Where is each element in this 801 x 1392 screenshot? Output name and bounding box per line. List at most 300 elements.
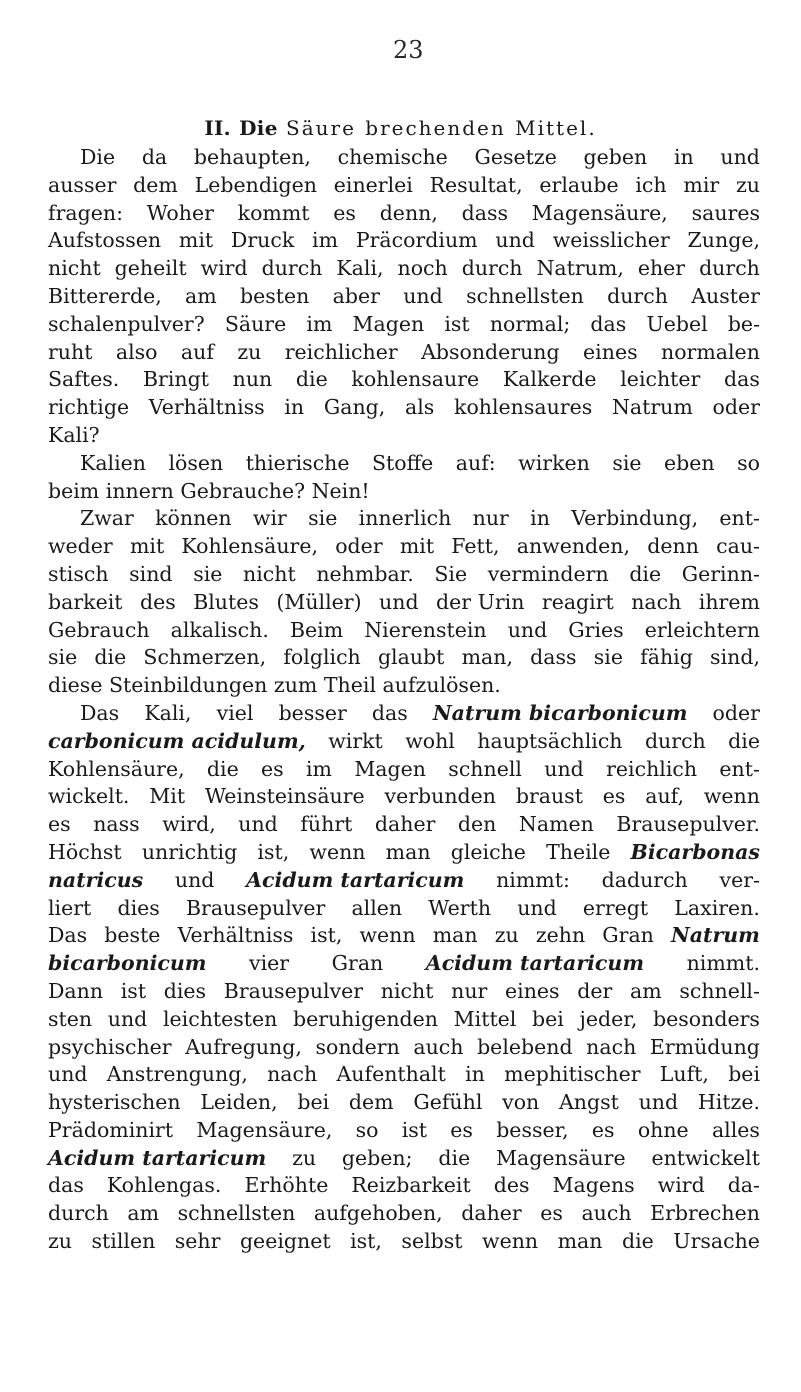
word: Gran [602,923,654,948]
word: kohlensaures [454,395,593,420]
text-line [48,644,760,672]
word: die [629,561,662,586]
word: sondern [315,1034,400,1059]
word: kohlensaure [351,367,480,392]
word: mir [683,172,720,197]
word: der [577,978,613,1003]
word: der Urin [436,589,525,614]
word: hysterischen [48,1090,181,1115]
word: das [48,1173,84,1198]
word: nur [472,506,509,531]
word: oder [712,700,760,725]
word: aufzulösen. [382,673,501,698]
word: leichter [620,367,701,392]
word: es [602,784,626,809]
text-line [48,1200,760,1228]
text-line [48,450,760,478]
word: innern [105,478,181,503]
word: Reizbarkeit [351,1173,471,1198]
word: vier [249,951,290,976]
word: stillen [91,1229,156,1254]
word: und [544,756,584,781]
text-line [48,311,760,339]
word: nicht [48,256,101,281]
word: durch [261,256,323,281]
word: die [728,728,760,753]
word: sie [48,645,78,670]
text-line [48,1172,760,1200]
word: besser [278,700,347,725]
word: unrichtig [141,839,238,864]
word: in [530,506,550,531]
word: ent- [719,506,760,531]
text-line [48,339,760,367]
word: bei [728,1062,760,1087]
word: Gerinn- [681,561,760,586]
word: und [403,283,443,308]
word: wenn [703,784,760,809]
word: Kalien [80,450,146,475]
word: Nein! [311,478,370,503]
word: allen [351,895,403,920]
word: cau- [716,534,760,559]
word: mit [399,534,435,559]
word: und [720,145,760,169]
word: weder [48,534,113,559]
word: Stoffe [371,450,434,475]
word: und [638,1090,679,1115]
word: Kohlensäure, [48,756,185,781]
word: einerlei [333,172,413,197]
word: Hitze. [697,1090,760,1115]
word: Werth [428,895,492,920]
word: ist, [350,1229,382,1254]
word: nur [451,978,488,1003]
word: Natrum bicarbonicum [432,700,688,725]
word: wirken [518,450,590,475]
section-article: Die [239,116,278,140]
word: Verhältniss [148,395,265,420]
word: und [495,228,535,253]
word: Erbrechen [650,1201,760,1226]
word: bei [297,1090,330,1115]
word: in [284,395,305,420]
word: oder [712,395,760,420]
word: und [517,895,557,920]
word: Saftes. [48,367,120,392]
word: Brausepulver [185,895,326,920]
word: Brausepulver. [616,812,760,837]
word: Angst [558,1090,619,1115]
word: Die [80,145,116,169]
word: man, [461,645,513,670]
word: daher [374,812,436,837]
text-line [48,478,760,506]
text-line [48,1034,760,1062]
word: Uebel [646,311,708,336]
word: erlaube [539,172,619,197]
word: diese [48,673,109,698]
word: verbunden [384,784,497,809]
word: carbonicum acidulum, [48,728,306,753]
word: oder [335,534,383,559]
word: Gran [331,951,384,976]
text-line [48,255,760,283]
word: zehn [535,923,586,948]
word: mit [129,534,165,559]
word: mephitischer [504,1062,641,1087]
word: da [141,145,168,169]
word: Kali, [336,256,384,281]
word: viel [216,700,254,725]
word: in [465,1062,485,1087]
section-numeral: II. [204,116,231,140]
word: schnell [448,756,522,781]
word: und [238,812,278,837]
word: Höchst [48,839,122,864]
word: psychischer [48,1034,172,1059]
word: Magensäure [496,1145,626,1170]
word: entwickelt [651,1145,760,1170]
word: (Müller) [276,589,362,614]
text-line [48,867,760,895]
word: Natrum [670,923,760,948]
word: Das [80,700,120,725]
word: folglich [283,645,361,670]
word: Acidum tartaricum [246,867,465,892]
word: wenn [482,1229,539,1254]
word: und [107,1006,148,1031]
text-line [48,672,760,700]
word: dies [117,895,160,920]
word: Ursache [673,1229,760,1254]
word: sie [612,450,642,475]
word: von [502,1090,540,1115]
word: eben [664,450,715,475]
word: geheilt [114,256,187,281]
word: natricus [48,867,144,892]
page-number: 23 [393,36,424,64]
word: fähig [640,645,693,670]
word: anwenden, [516,534,631,559]
word: Natrum [611,395,693,420]
word: ver- [719,867,760,892]
word: Mit [149,784,186,809]
word: besten [240,283,310,308]
word: ohne [637,1117,689,1142]
text-line [48,394,760,422]
word: Brausepulver [223,978,364,1003]
word: beste [104,923,161,948]
word: weisslicher [552,228,670,253]
word: Kohlensäure, [181,534,318,559]
word: reichlicher [284,339,398,364]
word: geben; [341,1145,413,1170]
word: kommt [237,200,310,225]
word: man [385,839,431,864]
word: eines [583,339,638,364]
word: ausser [48,172,117,197]
word: die [621,1229,654,1254]
word: können [155,506,232,531]
word: des [139,589,176,614]
text-line [48,561,760,589]
word: Kali, [144,700,192,725]
word: schnell- [679,978,760,1003]
text-line [48,756,760,784]
word: nach [631,589,682,614]
text-line [48,700,760,728]
word: Magen [354,756,426,781]
word: ich [635,172,667,197]
word: Kalkerde [502,367,597,392]
word: Leiden, [200,1090,278,1115]
word: beruhigenden [293,1006,438,1031]
word: belebend [477,1034,573,1059]
word: lösen [168,450,224,475]
word: wirkt [328,728,383,753]
word: saures [691,200,760,225]
word: Luft, [659,1062,709,1087]
word: Theile [546,839,611,864]
word: Weinsteinsäure [204,784,365,809]
word: daher [461,1201,522,1226]
word: am [185,283,217,308]
word: Fett, [451,534,500,559]
word: am [629,978,662,1003]
word: hauptsächlich [477,728,623,753]
word: Dann [48,978,104,1003]
text-line [48,1228,760,1256]
word: Magen [352,311,425,336]
word: normal; [489,311,571,336]
word: Kohlengas. [106,1173,222,1198]
text-line [48,589,760,617]
word: behaupten, [193,145,311,169]
word: es [450,1117,473,1142]
word: Anstrengung, [106,1062,248,1087]
word: Ermüdung [649,1034,760,1059]
word: alkalisch. [170,617,269,642]
word: erleichtern [644,617,760,642]
word: sehr [174,1229,221,1254]
body-text [48,144,760,1256]
text-line [48,533,760,561]
word: Nierenstein [364,617,487,642]
word: noch [397,256,448,281]
word: be- [727,311,760,336]
word: sind [129,561,173,586]
word: dem [348,1090,394,1115]
text-line [48,839,760,867]
word: aber [332,283,380,308]
word: mit [178,228,214,253]
word: schnellsten [466,283,584,308]
word: reagirt [541,589,614,614]
word: Kali? [48,422,100,447]
word: wickelt. [48,784,130,809]
word: wenn [309,839,366,864]
word: durch [48,1201,109,1226]
word: nach [586,1034,637,1059]
text-line [48,922,760,950]
word: Aufenthalt [336,1062,446,1087]
word: bicarbonicum [48,951,207,976]
word: die [438,1145,471,1170]
text-line [48,950,760,978]
text-line [48,505,760,533]
word: bei [532,1006,564,1031]
word: den [457,812,497,837]
word: fragen: [48,200,123,225]
word: zu [494,923,519,948]
word: Resultat, [429,172,523,197]
word: nimmt. [686,951,760,976]
word: Das [48,923,88,948]
word: zu [237,339,262,364]
word: nicht [243,561,296,586]
word: schalenpulver? [48,311,205,336]
word: das [371,700,408,725]
word: Zwar [80,506,134,531]
word: beim [48,478,106,503]
word: auf [180,339,214,364]
text-line [48,978,760,1006]
word: wenn [359,923,416,948]
word: Gebrauche? [180,478,312,503]
word: Gebrauch [48,617,150,642]
word: man [557,1229,603,1254]
word: Magensäure, [196,1117,333,1142]
section-heading [0,116,801,140]
word: also [115,339,158,364]
word: Gang, [323,395,386,420]
word: aufgehoben, [313,1201,443,1226]
word: braust [515,784,583,809]
word: eines [505,978,560,1003]
word: liert [48,895,92,920]
word: die [206,756,239,781]
word: die [94,645,127,670]
word: Gefühl [413,1090,483,1115]
text-line [48,172,760,200]
word: es [333,200,356,225]
word: durch [699,256,760,281]
word: Magensäure, [531,200,668,225]
word: gleiche [450,839,526,864]
word: auch [413,1034,464,1059]
word: das [590,311,627,336]
word: nun [232,367,273,392]
word: zu [292,1145,317,1170]
word: Acidum tartaricum [48,1145,267,1170]
word: so [737,450,760,475]
word: Verbindung, [571,506,699,531]
word: nach [267,1062,318,1087]
text-line [48,1089,760,1117]
word: es [48,812,71,837]
word: und [174,867,215,892]
word: thierische [245,450,350,475]
word: Lebendigen [194,172,317,197]
word: denn, [379,200,438,225]
word: nass [93,812,140,837]
word: so [355,1117,379,1142]
word: Zunge, [687,228,760,253]
word: durch [461,256,523,281]
word: denn [647,534,699,559]
word: wird, [162,812,216,837]
word: dass [530,645,577,670]
word: Druck [230,228,295,253]
word: Beim [289,617,344,642]
word: sie [308,506,338,531]
section-title: Säure brechenden Mittel. [286,116,597,140]
word: erregt [582,895,649,920]
word: das [724,367,760,392]
word: Aufregung, [185,1034,302,1059]
word: Acidum tartaricum [425,951,645,976]
word: da- [727,1173,760,1198]
word: im [306,756,332,781]
word: barkeit [48,589,123,614]
word: Blutes [193,589,259,614]
word: als [405,395,435,420]
text-line [48,1006,760,1034]
word: dass [461,200,509,225]
word: Prädominirt [48,1117,174,1142]
word: zum [273,673,324,698]
word: Magens [552,1173,635,1198]
word: sie [193,561,223,586]
word: sind, [710,645,760,670]
word: es [261,756,284,781]
word: Auster [691,283,760,308]
text-line [48,227,760,255]
text-line [48,1061,760,1089]
word: es [540,1201,563,1226]
word: Theil [323,673,383,698]
word: Woher [146,200,214,225]
word: Gries [568,617,624,642]
word: durch [607,283,668,308]
text-line [48,783,760,811]
word: glaubt [377,645,445,670]
word: Aufstossen [48,228,162,253]
word: wird [657,1173,705,1198]
word: auch [581,1201,632,1226]
word: Schmerzen, [143,645,267,670]
word: ist [120,978,147,1003]
word: am [127,1201,160,1226]
text-line [48,728,760,756]
word: Steinbildungen [108,673,274,698]
word: geeignet [239,1229,331,1254]
word: nehmbar. [316,561,414,586]
word: im [312,228,339,253]
word: dem [133,172,178,197]
word: es [591,1117,615,1142]
word: ist, [310,923,343,948]
word: schnellsten [177,1201,296,1226]
word: nicht [380,978,434,1003]
word: wohl [405,728,455,753]
word: Bringt [142,367,209,392]
word: zu [48,1229,73,1254]
word: ihrem [698,589,760,614]
word: Säure [224,311,287,336]
word: Präcordium [355,228,478,253]
